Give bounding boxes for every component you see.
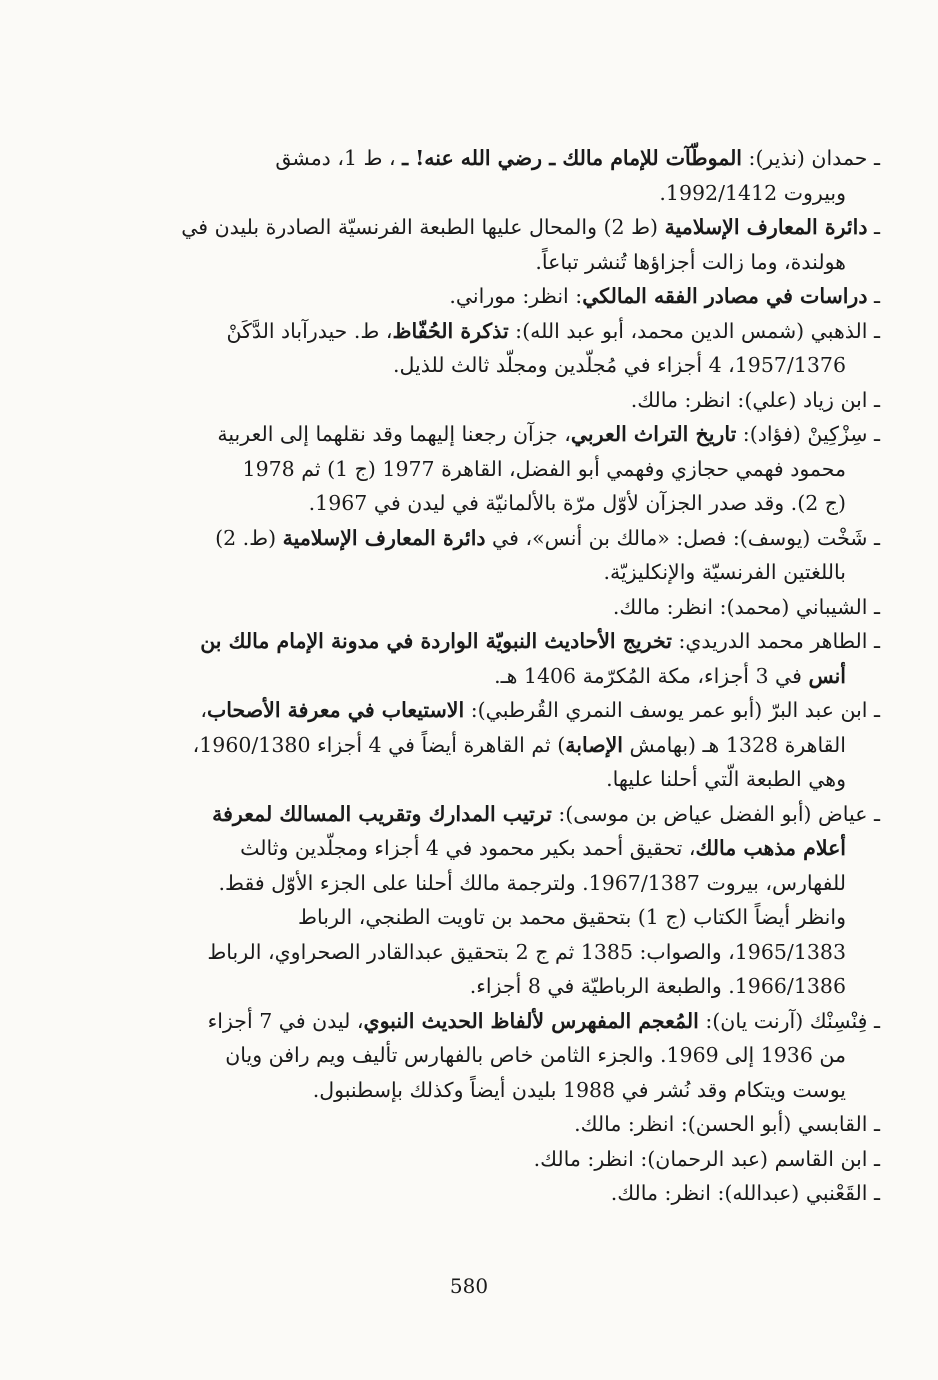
entry-text: : انظر: موراني. xyxy=(449,284,583,308)
bold-title: الإصابة xyxy=(565,732,623,757)
entry-line xyxy=(62,1176,880,1211)
entry-text: ، ليدن في 7 أجزاء xyxy=(207,1008,364,1033)
bibliography-entry xyxy=(62,521,880,590)
entry-text: القاهرة 1328 هـ (بهامش xyxy=(623,732,846,757)
entry-line xyxy=(62,1073,880,1108)
entry-text: وانظر أيضاً الكتاب (ج 1) بتحقيق محمد بن تاويت الطنجي، الرباط xyxy=(298,905,846,929)
entry-line xyxy=(62,624,880,659)
bibliography-entry xyxy=(62,141,880,210)
bibliography-entry xyxy=(62,1107,880,1142)
bold-title: تاريخ التراث العربي xyxy=(570,422,737,446)
entry-line xyxy=(62,693,880,728)
entry-text: في 3 أجزاء، مكة المُكرّمة 1406 هـ. xyxy=(494,663,809,688)
bold-title: أعلام مذهب مالك xyxy=(695,836,846,860)
bibliography-entry xyxy=(62,1142,880,1177)
entry-text: ، xyxy=(200,698,207,722)
entry-text: ـ فِنْسِنْك (آرنت يان): xyxy=(698,1008,880,1033)
bibliography-entry xyxy=(62,1176,880,1211)
entry-line xyxy=(62,521,880,556)
bold-title: دائرة المعارف الإسلامية xyxy=(282,525,486,550)
bold-title: ترتيب المدارك وتقريب المسالك لمعرفة xyxy=(212,801,552,826)
entry-text: ـ الطاهر محمد الدريدي: xyxy=(671,629,880,653)
entry-text: ـ الشيباني (محمد): انظر: مالك. xyxy=(612,594,880,619)
entry-line xyxy=(62,210,880,245)
entry-text: باللغتين الفرنسيّة والإنكليزيّة. xyxy=(603,560,846,584)
entry-text: (ط. 2) xyxy=(215,525,283,550)
bibliography-entry xyxy=(62,590,880,625)
entry-line xyxy=(62,279,880,314)
entry-line xyxy=(62,866,880,901)
bibliography-list xyxy=(62,141,880,1211)
entry-text: 1965/1383، والصواب: 1385 ثم ج 2 بتحقيق عبدالقادر الصحراوي، الرباط xyxy=(207,939,846,964)
bold-title: المُعجم المفهرس لألفاظ الحديث النبوي xyxy=(363,1008,699,1033)
entry-text: ، ط. حيدرآباد الدَّكَنْ xyxy=(226,318,393,343)
entry-line xyxy=(62,141,880,176)
entry-line xyxy=(62,1038,880,1073)
bibliography-entry xyxy=(62,314,880,383)
entry-line xyxy=(62,383,880,418)
bibliography-entry xyxy=(62,1004,880,1108)
entry-text: يوست ويتكام وقد نُشر في 1988 بليدن أيضاً وكذلك بإسطنبول. xyxy=(312,1077,846,1102)
page-number: 580 xyxy=(449,1274,489,1298)
bibliography-entry xyxy=(62,383,880,418)
entry-text: ـ ابن عبد البرّ (أبو عمر يوسف النمري القُرطبي): xyxy=(464,698,880,722)
bibliography-entry xyxy=(62,693,880,797)
bold-title: أنس xyxy=(808,663,846,688)
entry-text: ) ثم القاهرة أيضاً في 4 أجزاء 1960/1380، xyxy=(192,732,566,757)
entry-line xyxy=(62,590,880,625)
bibliography-entry xyxy=(62,417,880,521)
entry-text: ـ xyxy=(867,284,880,308)
entry-text: ـ القَعْنبي (عبدالله): انظر: مالك. xyxy=(610,1181,880,1205)
entry-text: 1966/1386. والطبعة الرباطيّة في 8 أجزاء. xyxy=(469,974,846,998)
entry-text: للفهارس، بيروت 1967/1387. ولترجمة مالك أحلنا على الجزء الأوّل فقط. xyxy=(218,870,846,895)
entry-text: ـ القابسي (أبو الحسن): انظر: مالك. xyxy=(574,1112,880,1136)
entry-line xyxy=(62,659,880,694)
entry-text: ، ط 1، دمشق xyxy=(275,146,403,170)
entry-text: وهي الطبعة الّتي أحلنا عليها. xyxy=(606,767,846,791)
bold-title: تخريج الأحاديث النبويّة الواردة في مدونة الإمام مالك بن xyxy=(200,629,672,653)
entry-text: ـ سِزْكِينْ (فؤاد): xyxy=(736,422,880,446)
entry-line xyxy=(62,452,880,487)
entry-line xyxy=(62,314,880,349)
bold-title: الاستيعاب في معرفة الأصحاب xyxy=(206,698,465,722)
entry-text: ـ ابن القاسم (عبد الرحمان): انظر: مالك. xyxy=(533,1146,880,1171)
entry-line xyxy=(62,762,880,797)
bibliography-entry xyxy=(62,279,880,314)
entry-text: ـ عياض (أبو الفضل عياض بن موسى): xyxy=(551,801,880,826)
entry-line xyxy=(62,486,880,521)
entry-line xyxy=(62,555,880,590)
entry-text: 1957/1376، 4 أجزاء في مُجلّدين ومجلّد ثالث للذيل. xyxy=(392,353,846,377)
entry-line xyxy=(62,245,880,280)
bibliography-entry xyxy=(62,797,880,1004)
entry-line xyxy=(62,831,880,866)
bold-title: دائرة المعارف الإسلامية xyxy=(664,215,868,239)
bold-title: تذكرة الحُفّاظ xyxy=(392,318,509,343)
entry-text: ، جزآن رجعنا إليهما وقد نقلهما إلى العربية xyxy=(217,422,571,446)
entry-line xyxy=(62,969,880,1004)
entry-line xyxy=(62,900,880,935)
entry-line xyxy=(62,1142,880,1177)
bold-title: دراسات في مصادر الفقه المالكي xyxy=(582,284,868,308)
entry-text: من 1936 إلى 1969. والجزء الثامن خاص بالفهارس تأليف ويم رافن ويان xyxy=(225,1043,846,1067)
entry-text: (ج 2). وقد صدر الجزآن لأوّل مرّة بالألمانيّة في ليدن في 1967. xyxy=(308,491,846,515)
entry-line xyxy=(62,797,880,832)
bibliography-entry xyxy=(62,210,880,279)
entry-text: ـ الذهبي (شمس الدين محمد، أبو عبد الله): xyxy=(508,318,880,343)
entry-text: ـ حمدان (نذير): xyxy=(742,146,880,170)
entry-text: ـ ابن زياد (علي): انظر: مالك. xyxy=(630,387,880,412)
entry-text: ، تحقيق أحمد بكير محمود في 4 أجزاء ومجلّدين وثالث xyxy=(240,836,696,860)
entry-text: هولندة، وما زالت أجزاؤها تُنشر تباعاً. xyxy=(535,249,846,274)
entry-line xyxy=(62,348,880,383)
entry-line xyxy=(62,728,880,763)
entry-line xyxy=(62,417,880,452)
entry-text: ـ xyxy=(867,215,880,239)
entry-line xyxy=(62,935,880,970)
entry-line xyxy=(62,1107,880,1142)
bold-title: الموطّآت للإمام مالك ـ رضي الله عنه! ـ xyxy=(402,146,743,170)
bibliography-entry xyxy=(62,624,880,693)
entry-text: وبيروت 1992/1412. xyxy=(659,180,846,205)
entry-line xyxy=(62,1004,880,1039)
entry-text: ـ شَخْت (يوسف): فصل: «مالك بن أنس»، في xyxy=(485,525,880,550)
entry-line xyxy=(62,176,880,211)
entry-text: (ط 2) والمحال عليها الطبعة الفرنسيّة الصادرة بليدن في xyxy=(181,215,665,239)
entry-text: محمود فهمي حجازي وفهمي أبو الفضل، القاهرة 1977 (ج 1) ثم 1978 xyxy=(242,456,846,481)
